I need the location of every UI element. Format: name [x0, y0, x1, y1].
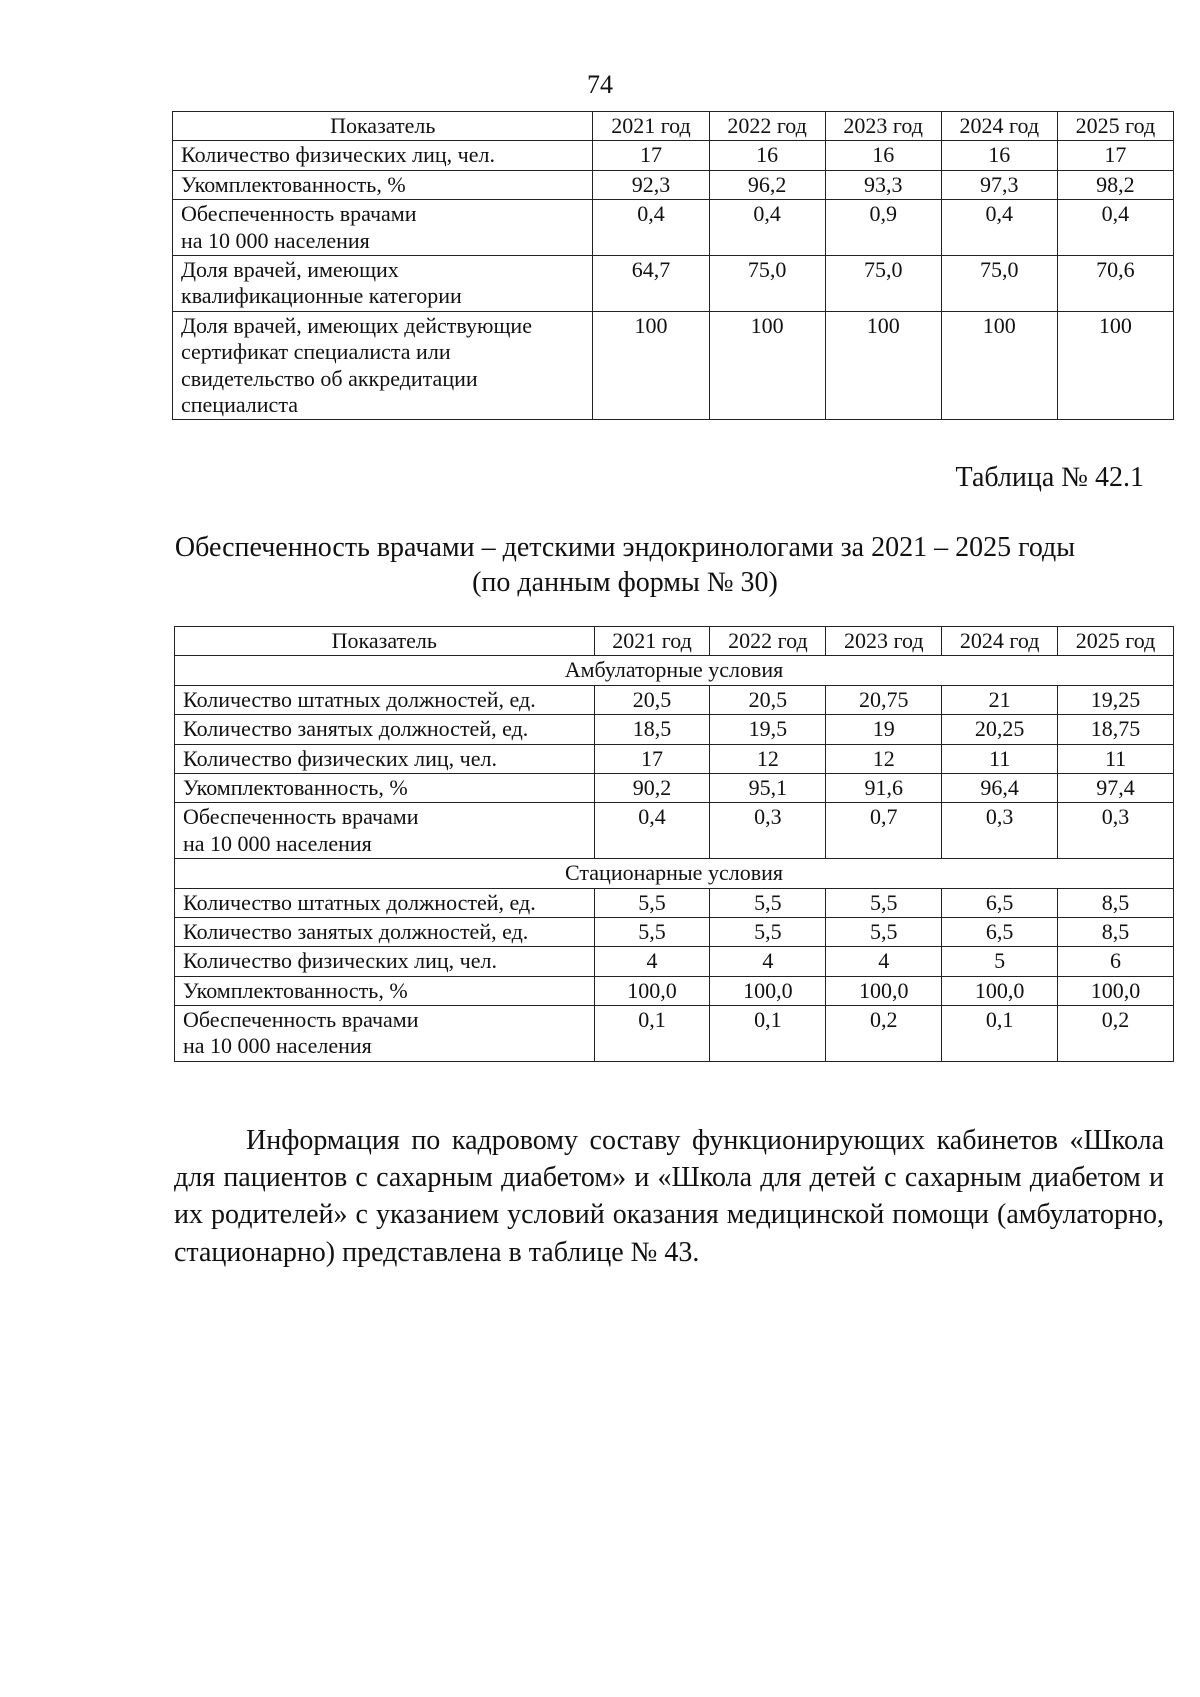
cell-value: 96,4 — [942, 773, 1058, 802]
row-label: Количество физических лиц, чел. — [173, 141, 593, 170]
cell-value: 100 — [941, 311, 1057, 420]
cell-value: 17 — [593, 141, 709, 170]
cell-value: 21 — [942, 685, 1058, 714]
cell-value: 0,4 — [941, 200, 1057, 256]
cell-value: 93,3 — [825, 170, 941, 199]
table-body — [173, 141, 1174, 420]
cell-value: 4 — [710, 947, 826, 976]
cell-value: 5,5 — [710, 888, 826, 917]
table-row — [175, 715, 1174, 744]
cell-value: 12 — [826, 744, 942, 773]
cell-value: 92,3 — [593, 170, 709, 199]
table-header-row — [175, 627, 1174, 656]
cell-value: 4 — [594, 947, 710, 976]
table-row — [173, 141, 1174, 170]
cell-value: 0,4 — [594, 803, 710, 859]
cell-value: 0,4 — [1057, 200, 1173, 256]
row-label: Обеспеченность врачами на 10 000 населения — [175, 803, 595, 859]
section-title: Стационарные условия — [175, 859, 1174, 888]
cell-value: 0,3 — [942, 803, 1058, 859]
header-indicator: Показатель — [173, 112, 593, 141]
cell-value: 70,6 — [1057, 255, 1173, 311]
cell-value: 6 — [1058, 947, 1174, 976]
cell-value: 100,0 — [1058, 976, 1174, 1005]
header-year-2024: 2024 год — [942, 627, 1058, 656]
header-year-2024: 2024 год — [941, 112, 1057, 141]
cell-value: 0,9 — [825, 200, 941, 256]
cell-value: 19 — [826, 715, 942, 744]
table-row — [175, 888, 1174, 917]
cell-value: 5,5 — [826, 917, 942, 946]
header-year-2025: 2025 год — [1057, 112, 1173, 141]
cell-value: 75,0 — [941, 255, 1057, 311]
header-year-2022: 2022 год — [709, 112, 825, 141]
header-year-2025: 2025 год — [1058, 627, 1174, 656]
pediatric-endocrinologists-table — [174, 626, 1174, 1062]
cell-value: 19,5 — [710, 715, 826, 744]
cell-value: 20,75 — [826, 685, 942, 714]
header-indicator: Показатель — [175, 627, 595, 656]
row-label: Укомплектованность, % — [173, 170, 593, 199]
table-row — [175, 685, 1174, 714]
cell-value: 100 — [593, 311, 709, 420]
table-row — [175, 947, 1174, 976]
header-year-2021: 2021 год — [594, 627, 710, 656]
row-label: Количество штатных должностей, ед. — [175, 685, 595, 714]
cell-value: 100 — [709, 311, 825, 420]
cell-value: 100,0 — [942, 976, 1058, 1005]
section-row — [175, 656, 1174, 685]
row-label: Количество физических лиц, чел. — [175, 947, 595, 976]
table-header-row — [173, 112, 1174, 141]
cell-value: 11 — [1058, 744, 1174, 773]
cell-value: 6,5 — [942, 917, 1058, 946]
cell-value: 5,5 — [826, 888, 942, 917]
table-row — [175, 744, 1174, 773]
cell-value: 75,0 — [709, 255, 825, 311]
table-subtitle-line: (по данным формы № 30) — [472, 567, 778, 599]
cell-value: 17 — [594, 744, 710, 773]
cell-value: 18,5 — [594, 715, 710, 744]
page-number: 74 — [587, 70, 613, 99]
cell-value: 75,0 — [825, 255, 941, 311]
cell-value: 4 — [826, 947, 942, 976]
cell-value: 11 — [942, 744, 1058, 773]
cell-value: 97,4 — [1058, 773, 1174, 802]
table-row — [175, 803, 1174, 859]
row-label: Обеспеченность врачами на 10 000 населения — [175, 1006, 595, 1062]
cell-value: 0,3 — [1058, 803, 1174, 859]
cell-value: 16 — [709, 141, 825, 170]
row-label: Доля врачей, имеющих действующие сертификат специалиста или свидетельство об аккредитации специалиста — [173, 311, 593, 420]
cell-value: 0,4 — [593, 200, 709, 256]
row-label: Доля врачей, имеющих квалификационные категории — [173, 255, 593, 311]
cell-value: 19,25 — [1058, 685, 1174, 714]
cell-value: 16 — [941, 141, 1057, 170]
cell-value: 20,25 — [942, 715, 1058, 744]
cell-value: 0,2 — [826, 1006, 942, 1062]
table-title-line: Обеспеченность врачами – детскими эндокринологами за 2021 – 2025 годы — [174, 532, 1076, 563]
cell-value: 0,7 — [826, 803, 942, 859]
body-paragraph: Информация по кадровому составу функционирующих кабинетов «Школа для пациентов с сахарным диабетом» и «Школа для детей с сахарным диабетом и их родителей» с указанием условий оказания медицинской помощи (амбулаторно, стационарно) представлена в таблице № 43. — [174, 1125, 1164, 1268]
row-label: Укомплектованность, % — [175, 773, 595, 802]
row-label: Укомплектованность, % — [175, 976, 595, 1005]
cell-value: 0,3 — [710, 803, 826, 859]
cell-value: 95,1 — [710, 773, 826, 802]
table-row — [173, 311, 1174, 420]
cell-value: 100 — [1057, 311, 1173, 420]
cell-value: 20,5 — [594, 685, 710, 714]
cell-value: 64,7 — [593, 255, 709, 311]
row-label: Количество физических лиц, чел. — [175, 744, 595, 773]
cell-value: 17 — [1057, 141, 1173, 170]
cell-value: 5,5 — [594, 888, 710, 917]
header-year-2022: 2022 год — [710, 627, 826, 656]
cell-value: 5,5 — [594, 917, 710, 946]
cell-value: 16 — [825, 141, 941, 170]
table-body — [175, 656, 1174, 1061]
cell-value: 0,4 — [709, 200, 825, 256]
header-year-2023: 2023 год — [825, 112, 941, 141]
cell-value: 8,5 — [1058, 917, 1174, 946]
table-row — [175, 917, 1174, 946]
cell-value: 6,5 — [942, 888, 1058, 917]
table-row — [173, 170, 1174, 199]
table-title — [150, 530, 1100, 601]
row-label: Обеспеченность врачами на 10 000 населения — [173, 200, 593, 256]
cell-value: 20,5 — [710, 685, 826, 714]
table-row — [175, 773, 1174, 802]
table-row — [173, 200, 1174, 256]
cell-value: 100 — [825, 311, 941, 420]
cell-value: 8,5 — [1058, 888, 1174, 917]
table-number: Таблица № 42.1 — [955, 462, 1144, 493]
cell-value: 0,1 — [710, 1006, 826, 1062]
row-label: Количество занятых должностей, ед. — [175, 917, 595, 946]
cell-value: 5 — [942, 947, 1058, 976]
cell-value: 5,5 — [710, 917, 826, 946]
header-year-2023: 2023 год — [826, 627, 942, 656]
staffing-table-continued — [172, 111, 1174, 420]
table-row — [175, 1006, 1174, 1062]
cell-value: 90,2 — [594, 773, 710, 802]
table-row — [173, 255, 1174, 311]
cell-value: 100,0 — [594, 976, 710, 1005]
cell-value: 100,0 — [710, 976, 826, 1005]
header-year-2021: 2021 год — [593, 112, 709, 141]
cell-value: 12 — [710, 744, 826, 773]
cell-value: 0,1 — [594, 1006, 710, 1062]
cell-value: 18,75 — [1058, 715, 1174, 744]
cell-value: 0,2 — [1058, 1006, 1174, 1062]
cell-value: 98,2 — [1057, 170, 1173, 199]
cell-value: 0,1 — [942, 1006, 1058, 1062]
section-row — [175, 859, 1174, 888]
cell-value: 100,0 — [826, 976, 942, 1005]
section-title: Амбулаторные условия — [175, 656, 1174, 685]
cell-value: 96,2 — [709, 170, 825, 199]
row-label: Количество штатных должностей, ед. — [175, 888, 595, 917]
cell-value: 91,6 — [826, 773, 942, 802]
table-row — [175, 976, 1174, 1005]
cell-value: 97,3 — [941, 170, 1057, 199]
row-label: Количество занятых должностей, ед. — [175, 715, 595, 744]
